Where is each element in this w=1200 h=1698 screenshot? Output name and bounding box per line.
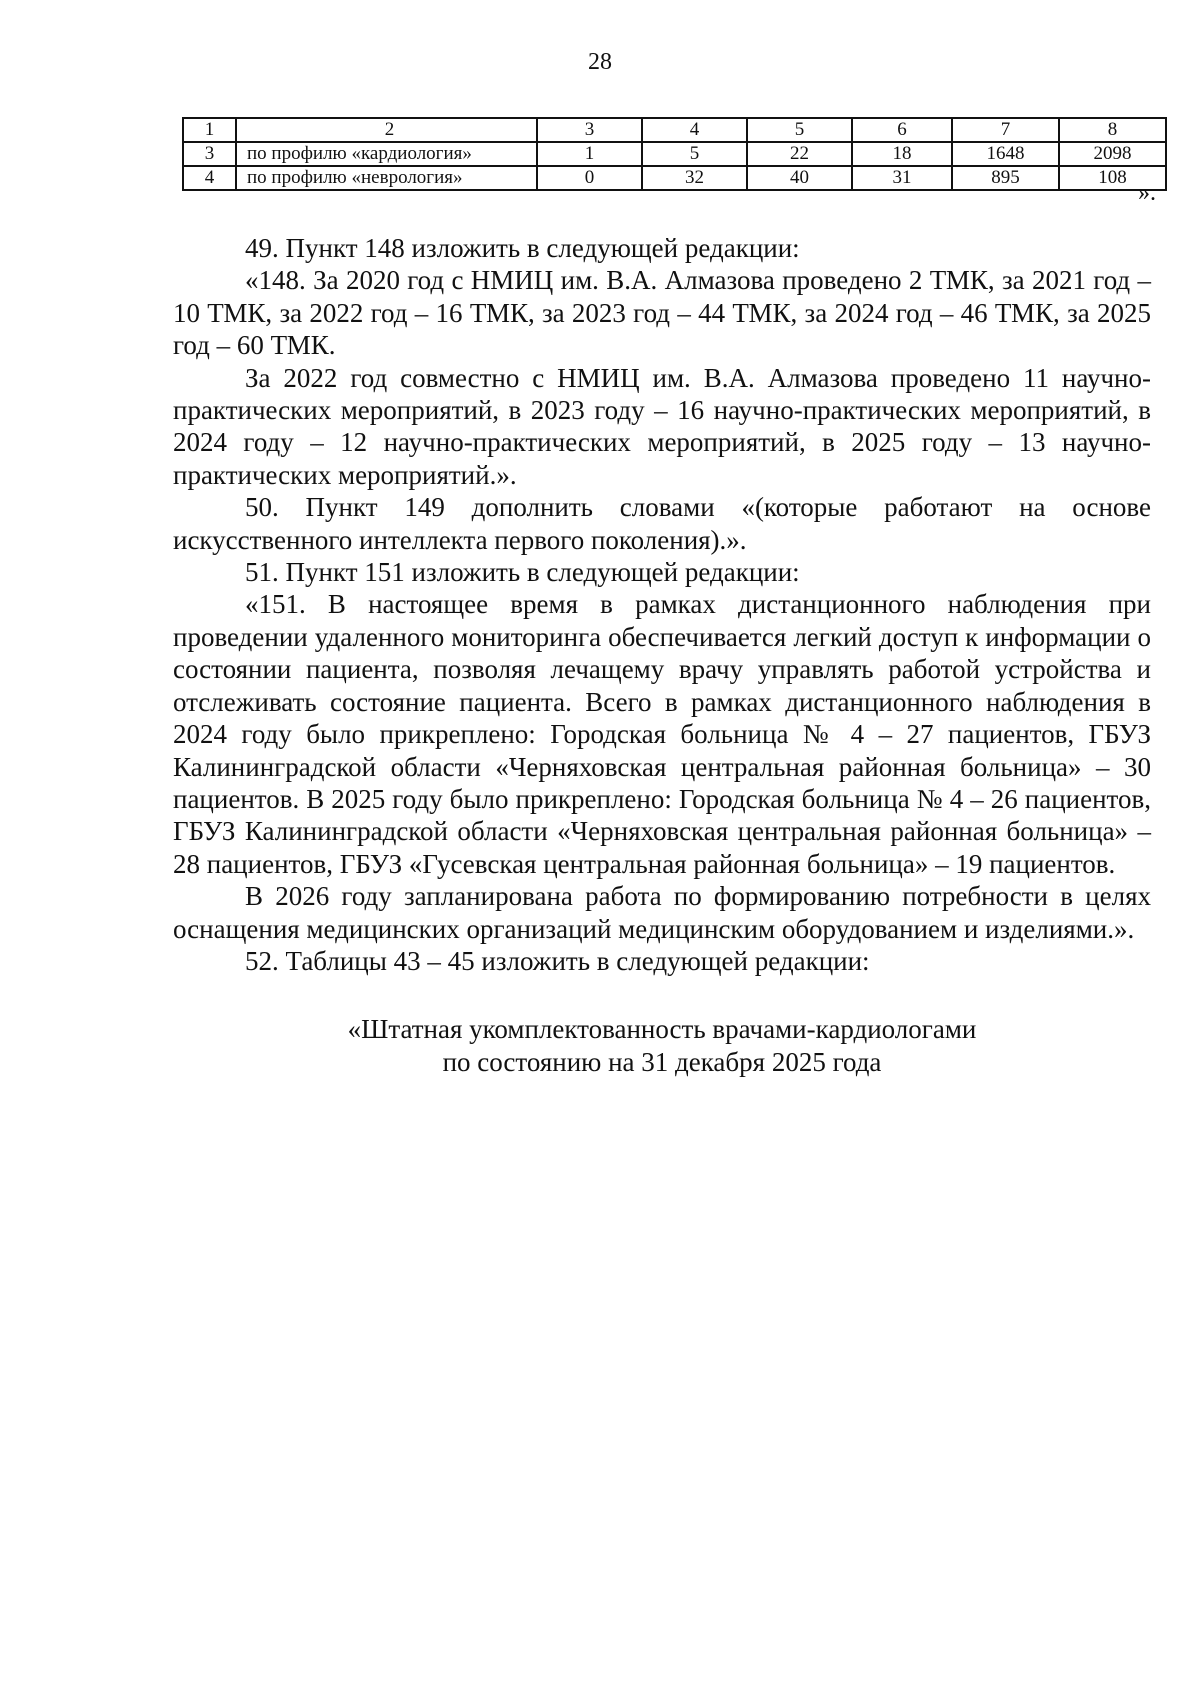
table-closing-mark: ». <box>1138 180 1156 206</box>
table-cell: по профилю «кардиология» <box>236 142 537 166</box>
table-cell: 4 <box>183 166 236 190</box>
table-cell: 5 <box>642 142 747 166</box>
table-header-cell: 6 <box>852 118 952 142</box>
paragraph-item-148-text: «148. За 2020 год с НМИЦ им. В.А. Алмазова проведено 2 ТМК, за 2021 год – 10 ТМК, за 2022 год – 16 ТМК, за 2023 год – 44 ТМК, за 2024 год – 46 ТМК, за 2025 год – 60 ТМК. <box>173 265 1151 361</box>
paragraph-item-52: 52. Таблицы 43 – 45 изложить в следующей редакции: <box>245 945 870 976</box>
table-header-row <box>183 118 1166 142</box>
table-row <box>183 142 1166 166</box>
table-cell: 108 <box>1059 166 1166 190</box>
table-header-cell: 7 <box>952 118 1059 142</box>
table-title-line-1: «Штатная укомплектованность врачами-кардиологами <box>347 1014 977 1045</box>
table-cell: 1648 <box>952 142 1059 166</box>
table-title-line-2: по состоянию на 31 декабря 2025 года <box>442 1046 882 1077</box>
table-cell: 1 <box>537 142 642 166</box>
table-row <box>183 166 1166 190</box>
table-header-cell: 4 <box>642 118 747 142</box>
document-body <box>173 232 1151 1078</box>
table-header-cell: 1 <box>183 118 236 142</box>
table-cell: 22 <box>747 142 852 166</box>
table-cell: 2098 <box>1059 142 1166 166</box>
table-cell: по профилю «неврология» <box>236 166 537 190</box>
table-cell: 0 <box>537 166 642 190</box>
table-header-cell: 3 <box>537 118 642 142</box>
table-header-cell: 2 <box>236 118 537 142</box>
paragraph-item-51: 51. Пункт 151 изложить в следующей редакции: <box>245 557 800 588</box>
table-header-cell: 8 <box>1059 118 1166 142</box>
table-cell: 31 <box>852 166 952 190</box>
table-cell: 895 <box>952 166 1059 190</box>
paragraph-plan-2026: В 2026 году запланирована работа по формированию потребности в целях оснащения медицинских организаций медицинским оборудованием и изделиями.». <box>173 881 1151 944</box>
table-header-cell: 5 <box>747 118 852 142</box>
paragraph-item-151-text: «151. В настоящее время в рамках дистанционного наблюдения при проведении удаленного мониторинга обеспечивается легкий доступ к информации о состоянии пациента, позволяя лечащему врачу управлять работой устройства и отслеживать состояние пациента. Всего в рамках дистанционного наблюдения в 2024 году было прикреплено: Городская больница № 4 – 27 пациентов, ГБУЗ Калининградской области «Черняховская центральная районная больница» – 30 пациентов. В 2025 году было прикреплено: Городская больница № 4 – 26 пациентов, ГБУЗ Калининградской области «Черняховская центральная районная больница» – 28 пациентов, ГБУЗ «Гусевская центральная районная больница» – 19 пациентов. <box>173 589 1151 879</box>
table-cell: 3 <box>183 142 236 166</box>
paragraph-item-49: 49. Пункт 148 изложить в следующей редакции: <box>245 233 800 263</box>
page-number: 28 <box>588 49 612 75</box>
paragraph-events-2022: За 2022 год совместно с НМИЦ им. В.А. Алмазова проведено 11 научно-практических мероприятий, в 2023 году – 16 научно-практических мероприятий, в 2024 году – 12 научно-практических мероприятий, в 2025 году – 13 научно-практических мероприятий.». <box>173 362 1151 490</box>
data-table <box>182 117 1167 191</box>
table-cell: 40 <box>747 166 852 190</box>
data-table-container <box>182 117 1167 191</box>
paragraph-item-50: 50. Пункт 149 дополнить словами «(которые работают на основе искусственного интеллекта первого поколения).». <box>173 492 1151 555</box>
table-title <box>173 1013 1151 1078</box>
table-cell: 18 <box>852 142 952 166</box>
table-cell: 32 <box>642 166 747 190</box>
